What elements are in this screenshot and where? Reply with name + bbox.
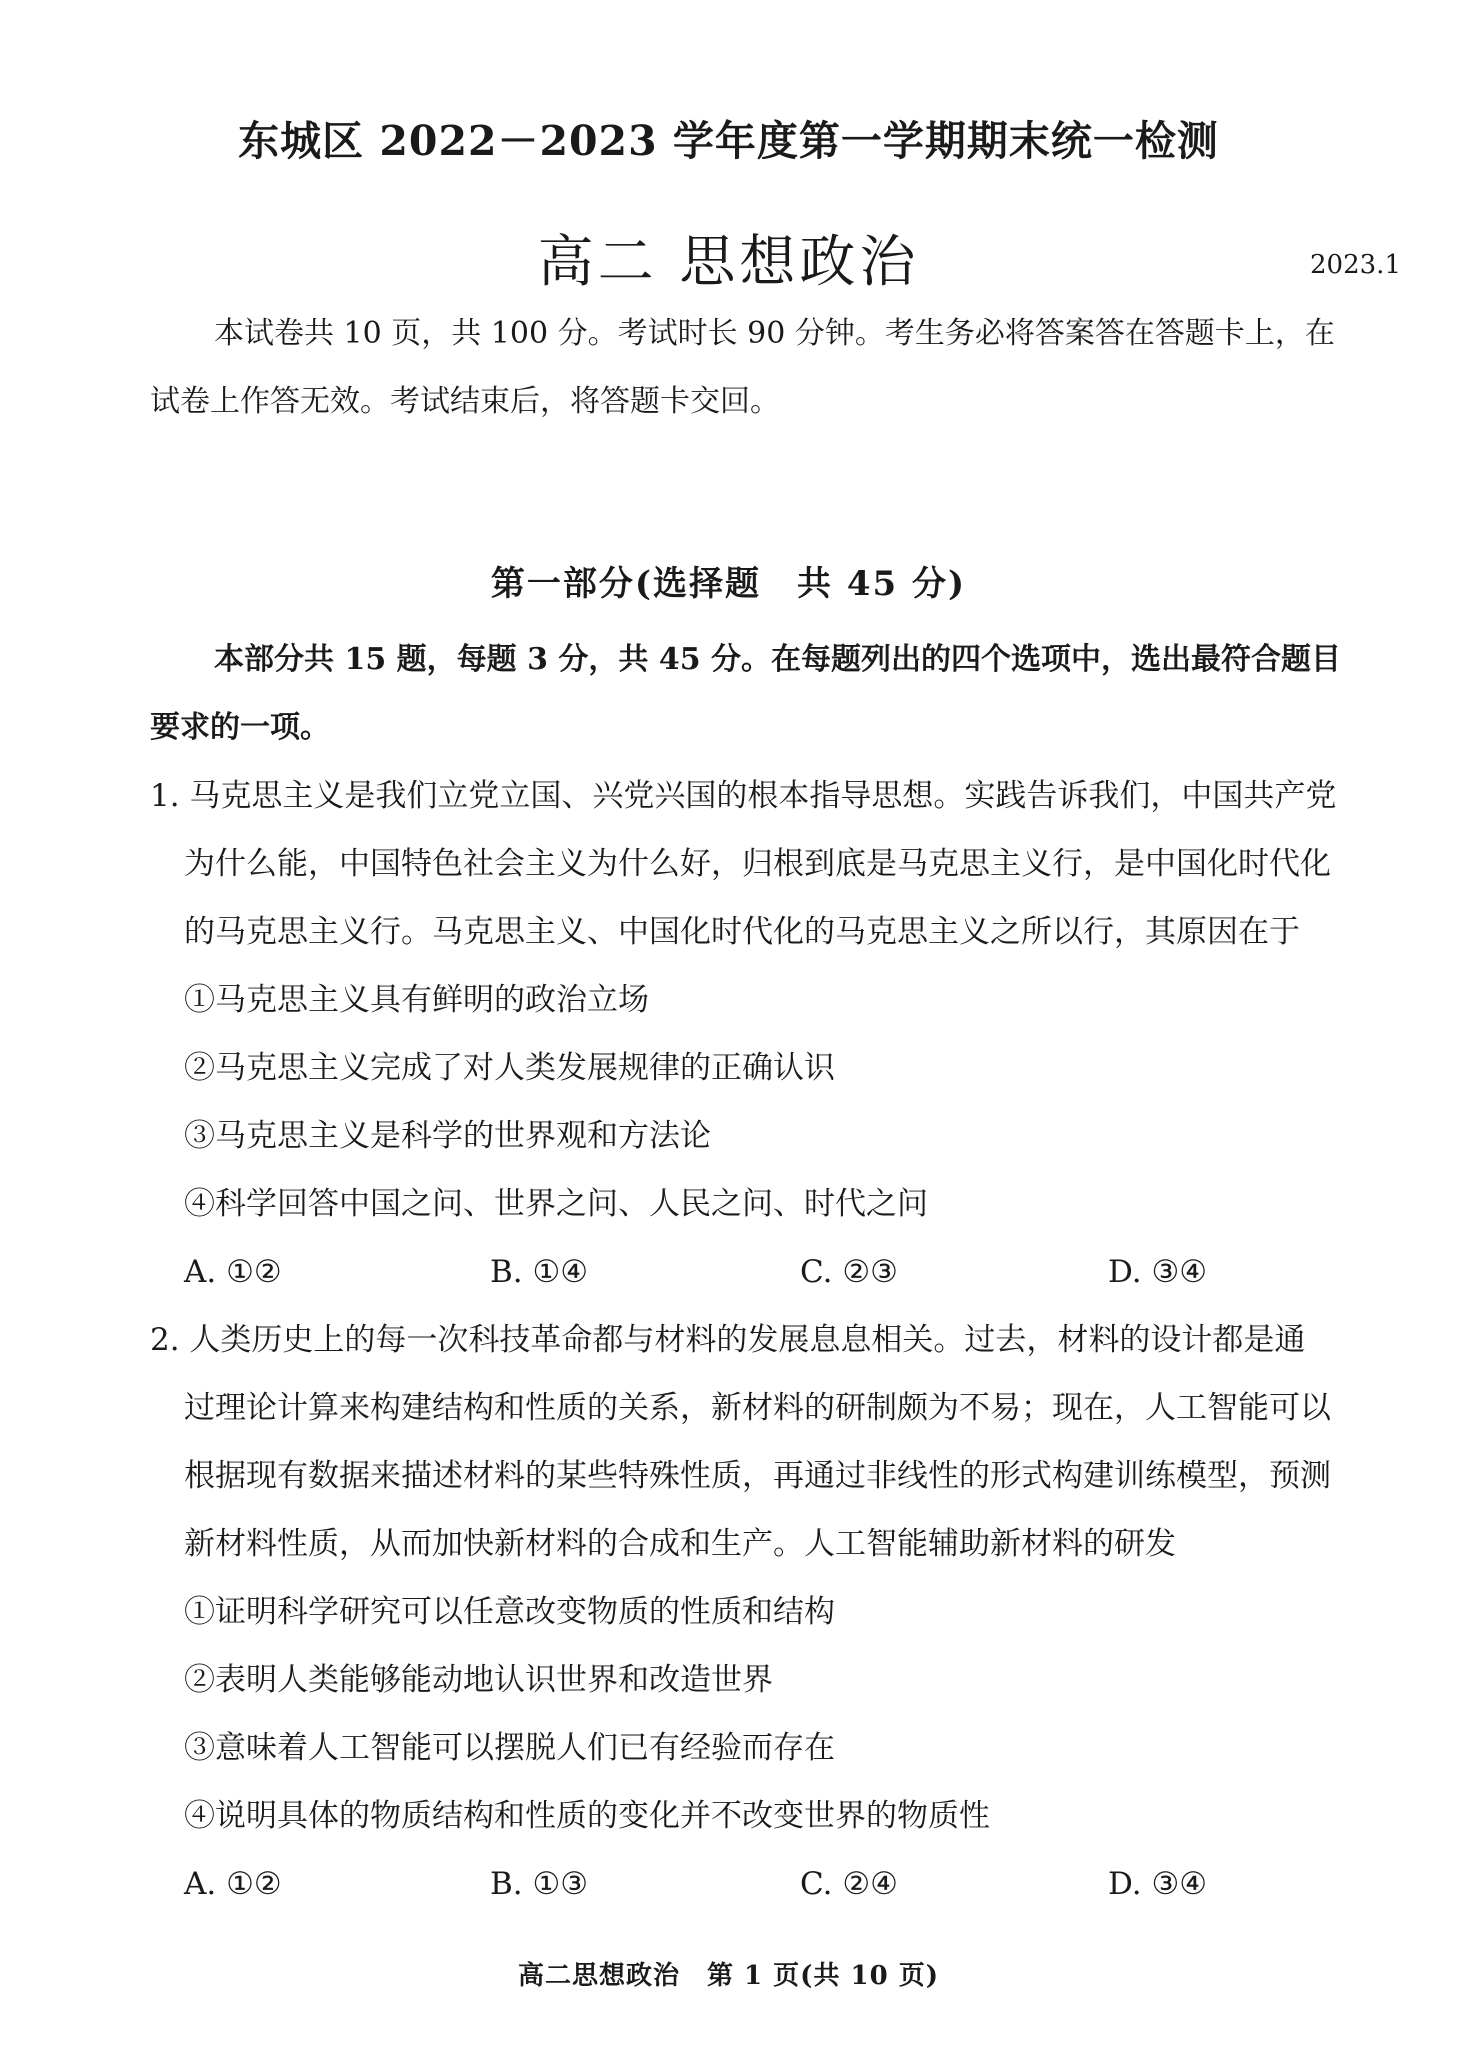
- question-1-stem-line-3: 的马克思主义行。马克思主义、中国化时代化的马克思主义之所以行，其原因在于: [184, 914, 1300, 950]
- question-1-choice-d[interactable]: D. ③④: [1108, 1254, 1208, 1290]
- question-1-item-4: ④科学回答中国之问、世界之问、人民之问、时代之问: [184, 1186, 928, 1222]
- section-desc-line-2: 要求的一项。: [150, 710, 330, 745]
- instructions-line-2: 试卷上作答无效。考试结束后，将答题卡交回。: [150, 384, 780, 419]
- question-2-stem-line-3: 根据现有数据来描述材料的某些特殊性质，再通过非线性的形式构建训练模型，预测: [184, 1458, 1331, 1494]
- question-2-item-1: ①证明科学研究可以任意改变物质的性质和结构: [184, 1594, 835, 1630]
- question-1-item-1: ①马克思主义具有鲜明的政治立场: [184, 982, 649, 1018]
- section-heading: 第一部分(选择题 共 45 分): [490, 564, 967, 604]
- question-2-choice-c[interactable]: C. ②④: [800, 1866, 898, 1902]
- question-1-item-3: ③马克思主义是科学的世界观和方法论: [184, 1118, 711, 1154]
- exam-date: 2023.1: [1310, 250, 1401, 280]
- question-1-choice-a[interactable]: A. ①②: [184, 1254, 282, 1290]
- question-2-stem-line-1: 2. 人类历史上的每一次科技革命都与材料的发展息息相关。过去，材料的设计都是通: [150, 1322, 1306, 1358]
- question-1-stem-line-2: 为什么能，中国特色社会主义为什么好，归根到底是马克思主义行，是中国化时代化: [184, 846, 1331, 882]
- question-2-stem-line-4: 新材料性质，从而加快新材料的合成和生产。人工智能辅助新材料的研发: [184, 1526, 1176, 1562]
- question-2-choice-a[interactable]: A. ①②: [184, 1866, 282, 1902]
- question-2-item-4: ④说明具体的物质结构和性质的变化并不改变世界的物质性: [184, 1798, 990, 1834]
- question-1-stem-line-1: 1. 马克思主义是我们立党立国、兴党兴国的根本指导思想。实践告诉我们，中国共产党: [150, 778, 1337, 814]
- question-2-choice-d[interactable]: D. ③④: [1108, 1866, 1208, 1902]
- page-footer: 高二思想政治 第 1 页(共 10 页): [517, 1961, 940, 1991]
- question-2-stem-line-2: 过理论计算来构建结构和性质的关系，新材料的研制颇为不易；现在，人工智能可以: [184, 1390, 1331, 1426]
- question-2-choice-b[interactable]: B. ①③: [490, 1866, 589, 1902]
- subject-title: 高二 思想政治: [537, 230, 920, 295]
- exam-title: 东城区 2022－2023 学年度第一学期期末统一检测: [238, 117, 1219, 165]
- question-1-item-2: ②马克思主义完成了对人类发展规律的正确认识: [184, 1050, 835, 1086]
- question-1-choice-b[interactable]: B. ①④: [490, 1254, 589, 1290]
- instructions-line-1: 本试卷共 10 页，共 100 分。考试时长 90 分钟。考生务必将答案答在答题卡上，在: [214, 316, 1335, 351]
- question-1-choice-c[interactable]: C. ②③: [800, 1254, 898, 1290]
- question-2-item-3: ③意味着人工智能可以摆脱人们已有经验而存在: [184, 1730, 835, 1766]
- section-desc-line-1: 本部分共 15 题，每题 3 分，共 45 分。在每题列出的四个选项中，选出最符合题目: [214, 642, 1342, 677]
- question-2-item-2: ②表明人类能够能动地认识世界和改造世界: [184, 1662, 773, 1698]
